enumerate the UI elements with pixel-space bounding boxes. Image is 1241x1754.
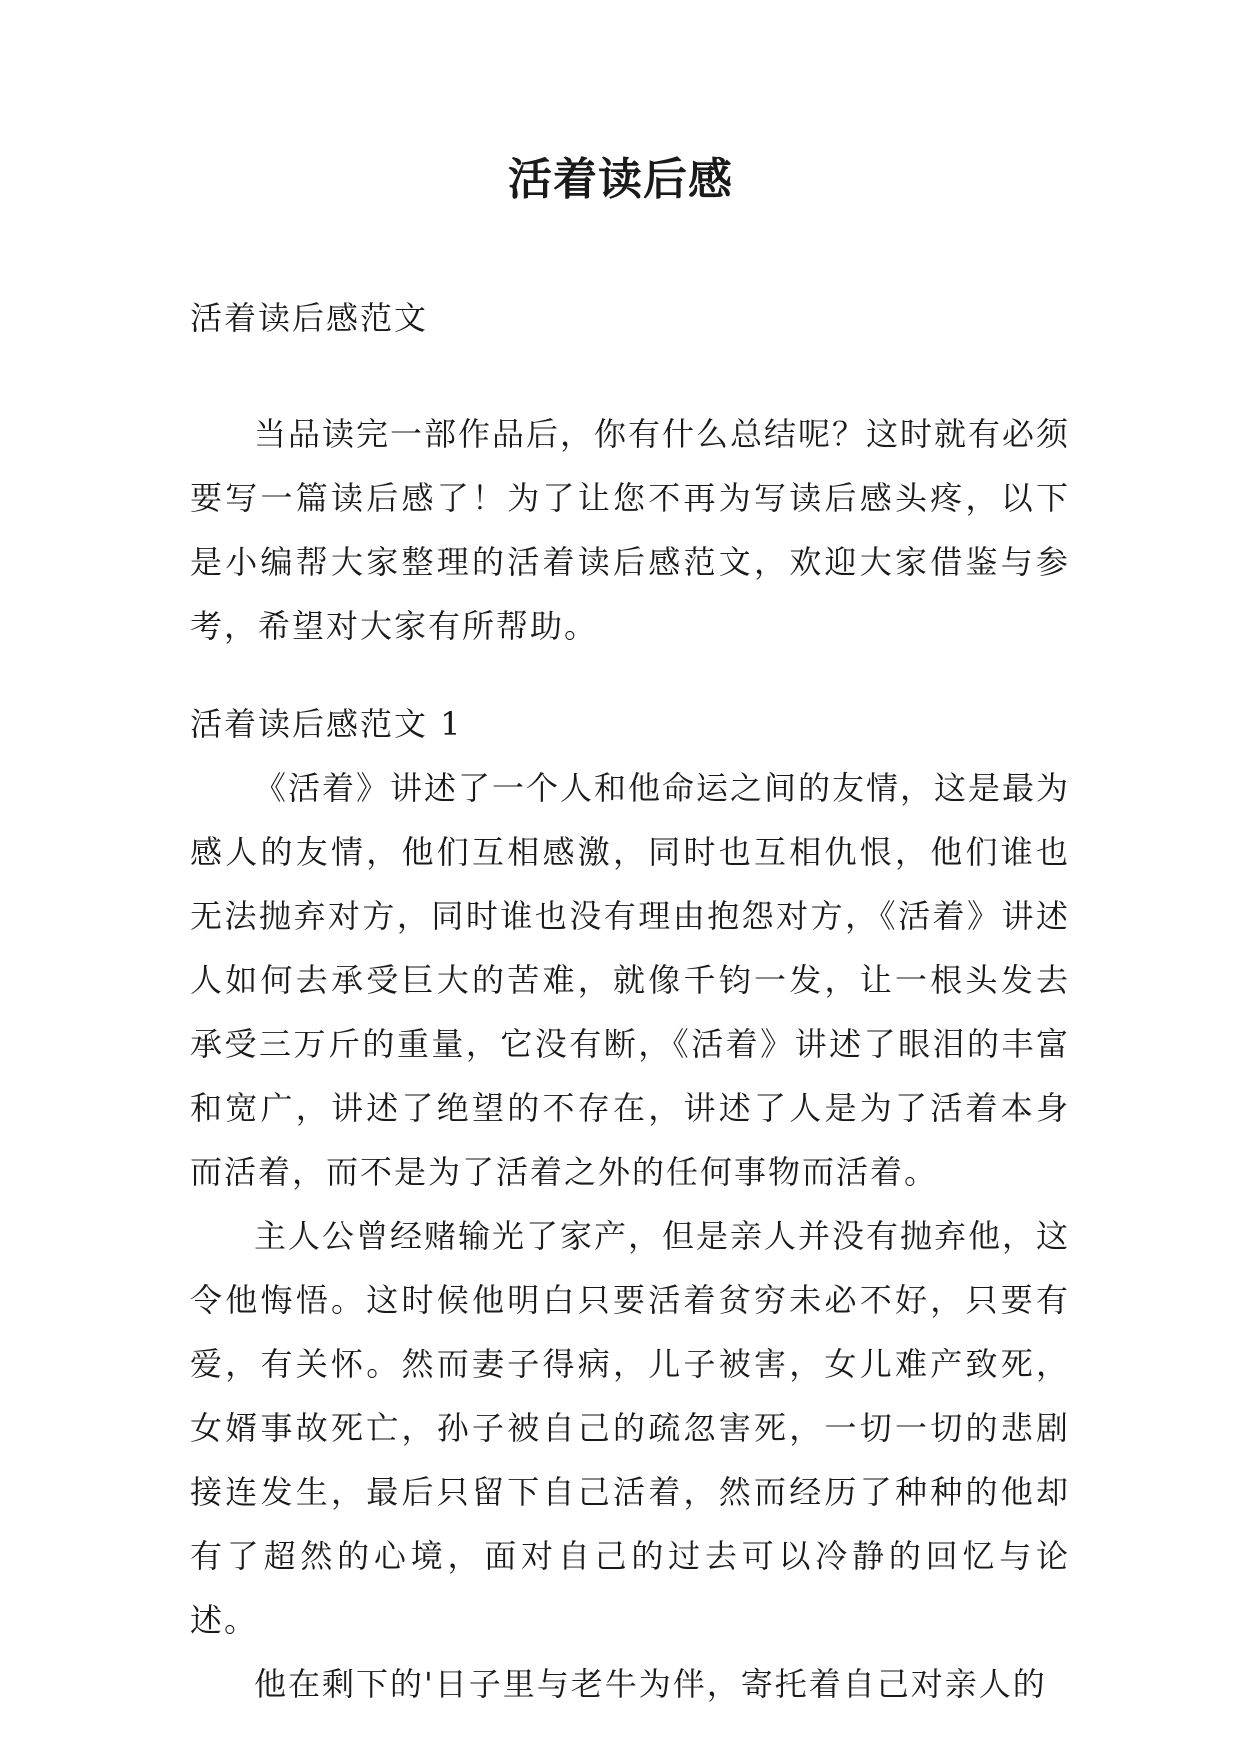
spacer <box>190 658 1070 692</box>
document-subtitle: 活着读后感范文 <box>190 299 429 337</box>
document-body <box>190 286 1070 1716</box>
body-paragraph: 主人公曾经赌输光了家产，但是亲人并没有抛弃他，这令他悔悟。这时候他明白只要活着贫穷未必不好，只要有爱，有关怀。然而妻子得病，儿子被害，女儿难产致死，女婿事故死亡，孙子被自己的疏忽害死，一切一切的悲剧接连发生，最后只留下自己活着，然而经历了种种的他却有了超然的心境，面对自己的过去可以冷静的回忆与论述。 <box>190 1217 1071 1639</box>
body-paragraph: 他在剩下的'日子里与老牛为伴，寄托着自己对亲人的 <box>254 1665 1047 1703</box>
body-paragraph: 《活着》讲述了一个人和他命运之间的友情，这是最为感人的友情，他们互相感激，同时也互相仇恨，他们谁也无法抛弃对方，同时谁也没有理由抱怨对方，《活着》讲述人如何去承受巨大的苦难，就像千钧一发，让一根头发去承受三万斤的重量，它没有断，《活着》讲述了眼泪的丰富和宽广，讲述了绝望的不存在，讲述了人是为了活着本身而活着，而不是为了活着之外的任何事物而活着。 <box>190 769 1071 1191</box>
spacer <box>190 350 1070 402</box>
intro-paragraph: 当品读完一部作品后，你有什么总结呢？这时就有必须要写一篇读后感了！为了让您不再为写读后感头疼，以下是小编帮大家整理的活着读后感范文，欢迎大家借鉴与参考，希望对大家有所帮助。 <box>190 415 1071 645</box>
document-title: 活着读后感 <box>508 154 733 205</box>
section-heading: 活着读后感范文 1 <box>190 705 463 743</box>
